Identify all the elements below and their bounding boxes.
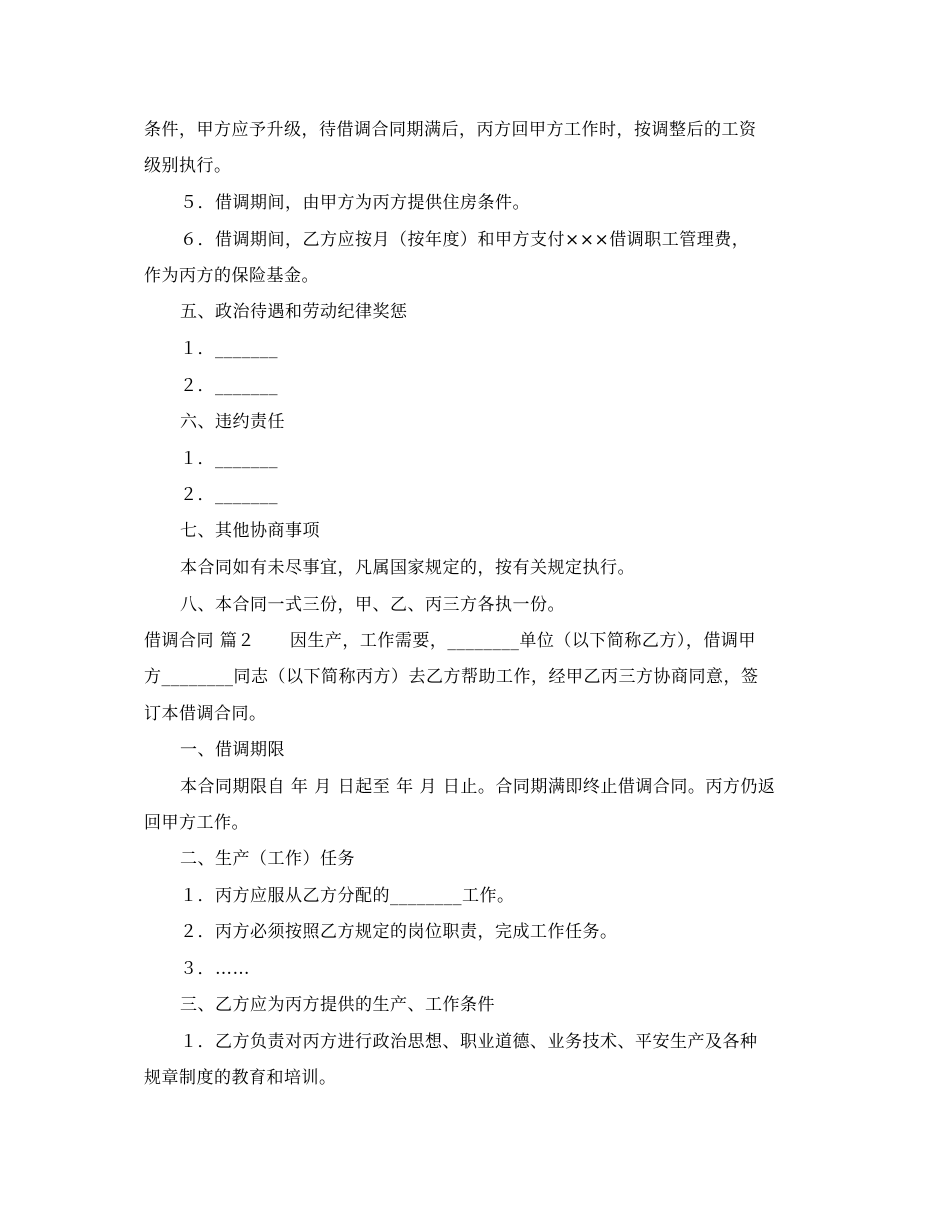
text-line: 级别执行。: [144, 156, 232, 176]
section-heading: 三、乙方应为丙方提供的生产、工作条件: [180, 995, 495, 1015]
text-line: 回甲方工作。: [144, 813, 249, 833]
text-line: 本合同期限自 年 月 日起至 年 月 日止。合同期满即终止借调合同。丙方仍返: [180, 777, 776, 797]
text-line: ３．……: [180, 959, 250, 979]
text-line: ２．_______: [180, 376, 278, 396]
text-line: ２．丙方必须按照乙方规定的岗位职责，完成工作任务。: [180, 922, 618, 942]
text-line: 八、本合同一式三份，甲、乙、丙三方各执一份。: [180, 595, 565, 615]
text-line: ２．_______: [180, 485, 278, 505]
text-line: ５．借调期间，由甲方为丙方提供住房条件。: [180, 193, 530, 213]
text-line: 订本借调合同。: [144, 704, 267, 724]
text-line: 条件，甲方应予升级，待借调合同期满后，丙方回甲方工作时，按调整后的工资: [144, 120, 757, 140]
section-heading: 一、借调期限: [180, 740, 285, 760]
text-line: １．丙方应服从乙方分配的________工作。: [180, 886, 515, 906]
text-line: １．_______: [180, 339, 278, 359]
text-line: 方________同志（以下简称丙方）去乙方帮助工作，经甲乙丙三方协商同意，签: [144, 667, 759, 687]
text-line: 规章制度的教育和培训。: [144, 1068, 337, 1088]
text-line: 借调合同 篇２ 因生产，工作需要，________单位（以下简称乙方），借调甲: [144, 631, 756, 651]
section-heading: 七、其他协商事项: [180, 521, 320, 541]
text-line: 作为丙方的保险基金。: [144, 266, 319, 286]
text-line: １．乙方负责对丙方进行政治思想、职业道德、业务技术、平安生产及各种: [180, 1032, 758, 1052]
text-line: ６．借调期间，乙方应按月（按年度）和甲方支付×××借调职工管理费，: [180, 230, 750, 250]
section-heading: 五、政治待遇和劳动纪律奖惩: [180, 302, 408, 322]
text-line: 本合同如有未尽事宜，凡属国家规定的，按有关规定执行。: [180, 558, 635, 578]
section-heading: 二、生产（工作）任务: [180, 849, 355, 869]
text-line: １．_______: [180, 449, 278, 469]
section-heading: 六、违约责任: [180, 412, 285, 432]
